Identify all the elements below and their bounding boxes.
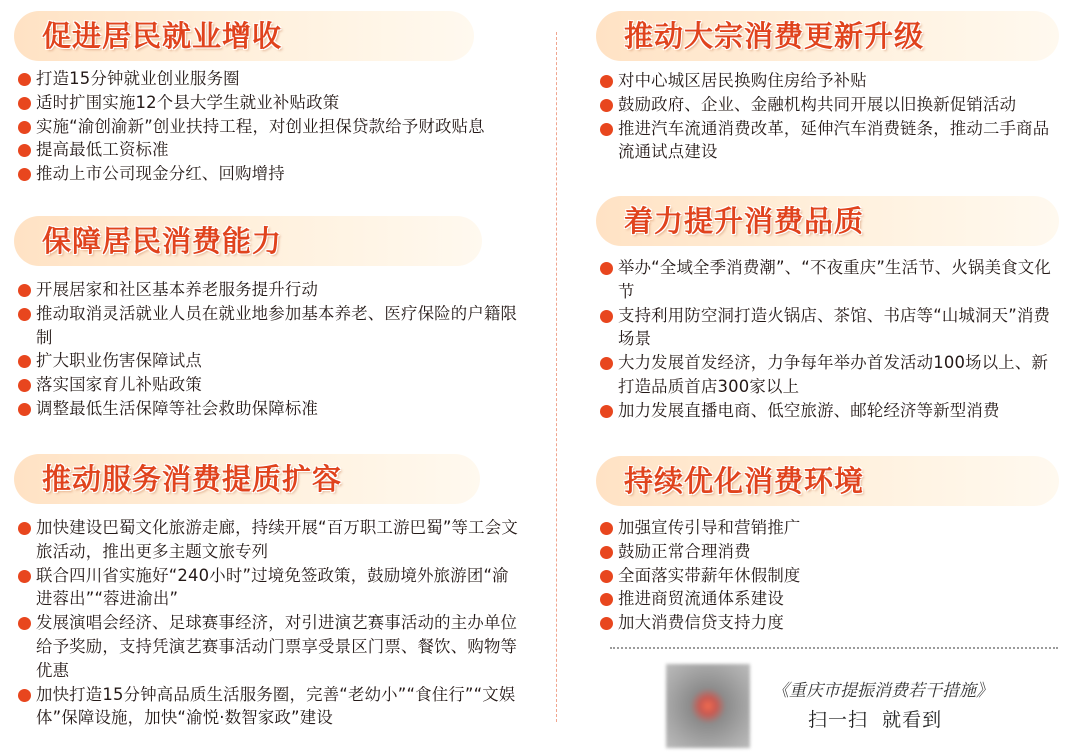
section-title: 推动服务消费提质扩容 <box>42 462 343 496</box>
list-item: 适时扩围实施12个县大学生就业补贴政策 <box>18 91 538 115</box>
section-list <box>600 516 1056 635</box>
list-item: 推进商贸流通体系建设 <box>600 587 1056 611</box>
bullet-dot-icon <box>18 522 31 535</box>
section-list <box>18 516 518 730</box>
section-consumption-capacity <box>14 216 518 418</box>
section-banner <box>14 216 482 266</box>
section-service-consumption <box>14 454 518 728</box>
bullet-dot-icon <box>600 522 613 535</box>
list-item: 鼓励正常合理消费 <box>600 540 1056 564</box>
bullet-dot-icon <box>600 310 613 323</box>
list-item: 鼓励政府、企业、金融机构共同开展以旧换新促销活动 <box>600 93 1056 117</box>
section-consumption-environment <box>596 456 1059 633</box>
column-divider <box>556 32 557 722</box>
list-item: 扩大职业伤害保障试点 <box>18 349 518 373</box>
section-banner <box>14 11 474 61</box>
list-item: 提高最低工资标准 <box>18 138 538 162</box>
section-title: 着力提升消费品质 <box>624 204 865 238</box>
section-banner <box>14 454 480 504</box>
bullet-dot-icon <box>600 617 613 630</box>
bullet-dot-icon <box>600 593 613 606</box>
section-list <box>600 256 1056 423</box>
section-list <box>18 67 538 186</box>
section-title: 促进居民就业增收 <box>42 19 283 53</box>
section-banner <box>596 11 1059 61</box>
footer-divider <box>610 647 1058 649</box>
bullet-dot-icon <box>18 689 31 702</box>
list-item: 举办“全域全季消费潮”、“不夜重庆”生活节、火锅美食文化节 <box>600 256 1056 304</box>
bullet-dot-icon <box>600 123 613 136</box>
bullet-dot-icon <box>18 121 31 134</box>
section-employment-income <box>14 11 485 184</box>
section-bulk-consumption <box>596 11 1059 162</box>
section-list <box>600 69 1056 164</box>
section-title: 保障居民消费能力 <box>42 224 283 258</box>
section-title: 持续优化消费环境 <box>624 464 865 498</box>
list-item: 全面落实带薪年休假制度 <box>600 564 1056 588</box>
bullet-dot-icon <box>18 617 31 630</box>
list-item: 支持利用防空洞打造火锅店、茶馆、书店等“山城洞天”消费场景 <box>600 304 1056 352</box>
list-item: 加快建设巴蜀文化旅游走廊，持续开展“百万职工游巴蜀”等工会文旅活动，推出更多主题文旅专列 <box>18 516 518 564</box>
bullet-dot-icon <box>18 284 31 297</box>
list-item: 推动上市公司现金分红、回购增持 <box>18 162 538 186</box>
section-list <box>18 278 518 421</box>
bullet-dot-icon <box>600 357 613 370</box>
bullet-dot-icon <box>18 97 31 110</box>
bullet-dot-icon <box>18 355 31 368</box>
list-item: 开展居家和社区基本养老服务提升行动 <box>18 278 518 302</box>
bullet-dot-icon <box>18 144 31 157</box>
scan-prompt: 扫一扫 就看到 <box>808 709 943 731</box>
bullet-dot-icon <box>18 73 31 86</box>
list-item: 加快打造15分钟高品质生活服务圈，完善“老幼小”“食住行”“文娱体”保障设施，加快“渝悦·数智家政”建设 <box>18 683 518 731</box>
qr-code-icon[interactable] <box>666 664 750 748</box>
section-consumption-quality <box>596 196 1059 420</box>
section-title: 推动大宗消费更新升级 <box>624 19 925 53</box>
list-item: 落实国家育儿补贴政策 <box>18 373 518 397</box>
bullet-dot-icon <box>600 546 613 559</box>
section-banner <box>596 456 1059 506</box>
bullet-dot-icon <box>600 75 613 88</box>
list-item: 打造15分钟就业创业服务圈 <box>18 67 538 91</box>
list-item: 对中心城区居民换购住房给予补贴 <box>600 69 1056 93</box>
list-item: 推进汽车流通消费改革，延伸汽车消费链条，推动二手商品流通试点建设 <box>600 117 1056 165</box>
list-item: 加力发展直播电商、低空旅游、邮轮经济等新型消费 <box>600 399 1056 423</box>
bullet-dot-icon <box>18 403 31 416</box>
bullet-dot-icon <box>18 570 31 583</box>
bullet-dot-icon <box>18 308 31 321</box>
bullet-dot-icon <box>600 570 613 583</box>
document-caption: 《重庆市提振消费若干措施》 <box>772 681 993 701</box>
list-item: 联合四川省实施好“240小时”过境免签政策，鼓励境外旅游团“渝进蓉出”“蓉进渝出” <box>18 564 518 612</box>
list-item: 实施“渝创渝新”创业扶持工程，对创业担保贷款给予财政贴息 <box>18 115 538 139</box>
bullet-dot-icon <box>600 262 613 275</box>
list-item: 发展演唱会经济、足球赛事经济，对引进演艺赛事活动的主办单位给予奖励，支持凭演艺赛事活动门票享受景区门票、餐饮、购物等优惠 <box>18 611 518 682</box>
bullet-dot-icon <box>18 168 31 181</box>
list-item: 大力发展首发经济，力争每年举办首发活动100场以上、新打造品质首店300家以上 <box>600 351 1056 399</box>
bullet-dot-icon <box>600 99 613 112</box>
section-banner <box>596 196 1059 246</box>
bullet-dot-icon <box>18 379 31 392</box>
list-item: 调整最低生活保障等社会救助保障标准 <box>18 397 518 421</box>
list-item: 加强宣传引导和营销推广 <box>600 516 1056 540</box>
bullet-dot-icon <box>600 405 613 418</box>
list-item: 加大消费信贷支持力度 <box>600 611 1056 635</box>
list-item: 推动取消灵活就业人员在就业地参加基本养老、医疗保险的户籍限制 <box>18 302 518 350</box>
